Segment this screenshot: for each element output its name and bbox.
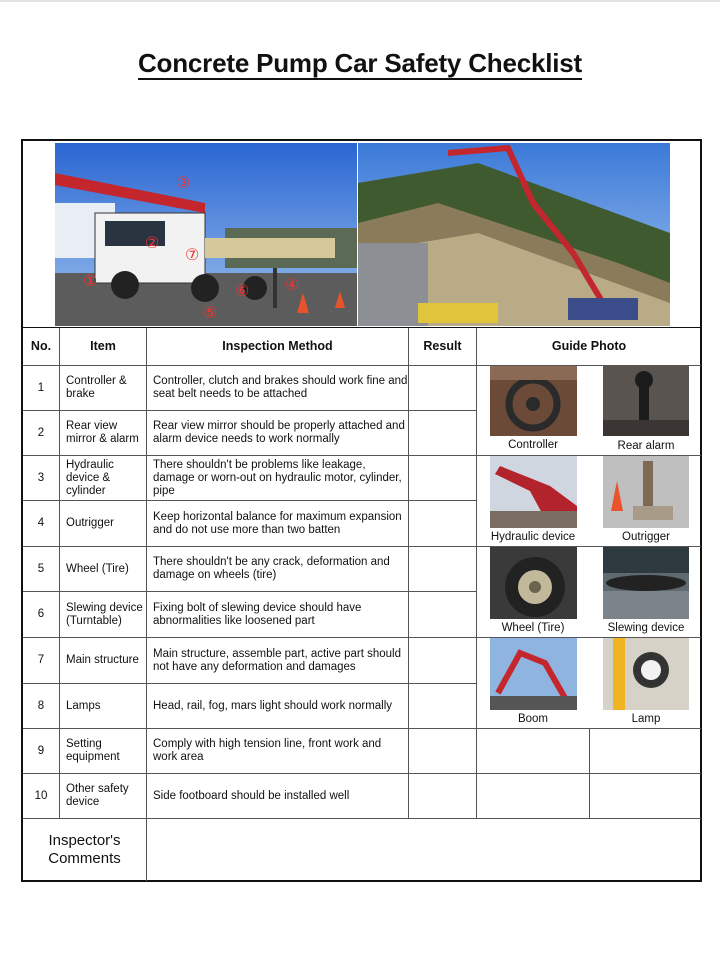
row-no: 4 xyxy=(37,517,45,529)
top-rule xyxy=(0,0,720,2)
marker-2: ② xyxy=(145,235,160,252)
guide-caption: Hydraulic device xyxy=(490,531,576,543)
marker-6: ⑥ xyxy=(235,283,250,300)
row-method: Keep horizontal balance for maximum expansion and do not use more than two batten xyxy=(153,510,402,536)
row-result-field[interactable] xyxy=(409,684,476,728)
row-no: 10 xyxy=(34,789,48,802)
row-item: Rear view mirror & alarm xyxy=(66,420,139,445)
col-header-result: Result xyxy=(423,339,462,353)
col-header-no: No. xyxy=(30,339,52,353)
col-divider xyxy=(589,728,590,818)
row-item: Controller & brake xyxy=(66,375,127,400)
row-no: 3 xyxy=(37,471,45,484)
col-header-guide: Guide Photo xyxy=(551,339,627,353)
col-divider xyxy=(476,328,477,818)
row-method: Fixing bolt of slewing device should have abnormalities like loosened part xyxy=(153,601,362,627)
row-item: Lamps xyxy=(66,699,101,712)
row-item: Wheel (Tire) xyxy=(66,562,129,575)
row-item: Setting equipment xyxy=(66,738,120,763)
row-no: 1 xyxy=(37,381,45,394)
steering-wheel-icon xyxy=(490,366,577,436)
guide-caption: Boom xyxy=(517,713,549,725)
guide-caption: Rear alarm xyxy=(617,440,675,452)
row-method: Controller, clutch and brakes should work fine and seat belt needs to be attached xyxy=(153,375,408,400)
marker-5: ⑤ xyxy=(203,305,218,322)
row-item: Main structure xyxy=(66,654,139,666)
col-header-method: Inspection Method xyxy=(222,339,333,353)
marker-4: ④ xyxy=(285,277,300,294)
row-no: 7 xyxy=(37,654,45,666)
guide-caption: Outrigger xyxy=(622,531,670,543)
boom-icon xyxy=(490,638,577,710)
row-method: Head, rail, fog, mars light should work normally xyxy=(153,699,393,712)
marker-3: ③ xyxy=(176,175,191,192)
row-no: 5 xyxy=(37,562,45,575)
guide-caption: Controller xyxy=(508,439,558,451)
row-no: 9 xyxy=(37,744,45,757)
row-result-field[interactable] xyxy=(409,366,476,410)
row-result-field[interactable] xyxy=(409,501,476,546)
page-title: Concrete Pump Car Safety Checklist xyxy=(137,48,582,78)
guide-caption: Wheel (Tire) xyxy=(501,622,565,634)
row-method: Main structure, assemble part, active part should not have any deformation and damages xyxy=(153,647,402,673)
row-method: Comply with high tension line, front work and work area xyxy=(153,738,382,763)
tire-icon xyxy=(490,547,577,619)
truck-photo xyxy=(55,143,357,326)
row-result-field[interactable] xyxy=(409,411,476,455)
row-method: Side footboard should be installed well xyxy=(153,789,350,802)
inspector-comments-field[interactable] xyxy=(147,819,701,881)
row-no: 2 xyxy=(37,426,45,439)
row-result-field[interactable] xyxy=(409,774,476,818)
row-no: 6 xyxy=(37,608,45,620)
row-result-field[interactable] xyxy=(409,729,476,773)
row-item: Hydraulic device & cylinder xyxy=(66,458,114,497)
row-item: Slewing device (Turntable) xyxy=(66,601,143,627)
hydraulic-arm-icon xyxy=(490,456,577,528)
row-result-field[interactable] xyxy=(409,592,476,637)
turntable-icon xyxy=(603,547,689,619)
traffic-cone-icon xyxy=(603,456,689,528)
boom-site-photo xyxy=(358,143,670,326)
lamp-icon xyxy=(603,638,689,710)
row-item: Other safety device xyxy=(66,783,129,808)
row-result-field[interactable] xyxy=(409,638,476,683)
row-result-field[interactable] xyxy=(409,456,476,500)
col-header-item: Item xyxy=(90,339,116,353)
guide-caption: Lamp xyxy=(631,713,661,725)
marker-7: ⑦ xyxy=(185,247,200,264)
row-item: Outrigger xyxy=(66,517,114,529)
marker-1: ① xyxy=(83,273,98,290)
row-result-field[interactable] xyxy=(409,547,476,591)
row-method: Rear view mirror should be properly attached and alarm device needs to work normally xyxy=(153,420,405,445)
gear-shift-icon xyxy=(603,366,689,436)
row-method: There shouldn't be any crack, deformation and damage on wheels (tire) xyxy=(153,556,390,581)
row-method: There shouldn't be problems like leakage, damage or worn-out on hydraulic motor, cylinder, pipe xyxy=(153,458,402,497)
row-no: 8 xyxy=(37,699,45,712)
guide-caption: Slewing device xyxy=(607,622,685,634)
inspector-comments-label: Inspector's Comments xyxy=(48,832,121,867)
